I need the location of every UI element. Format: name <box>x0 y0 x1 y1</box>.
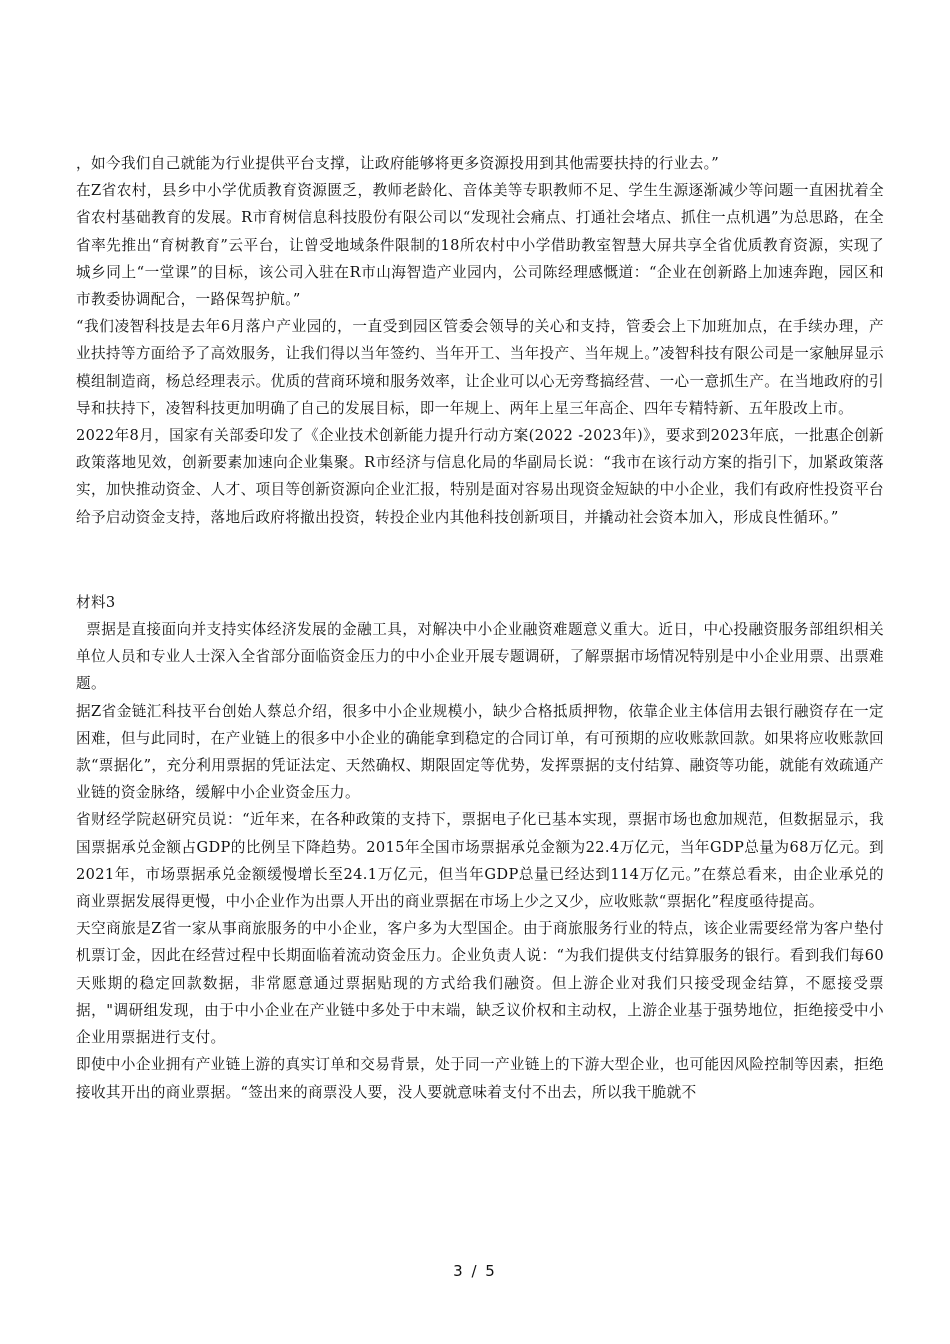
page-number: 3 / 5 <box>453 1262 497 1280</box>
paragraph: ，如今我们自己就能为行业提供平台支撑，让政府能够将更多资源投用到其他需要扶持的行业去。” <box>76 155 720 172</box>
paragraph: 票据是直接面向并支持实体经济发展的金融工具，对解决中小企业融资难题意义重大。近日，中心投融资服务部组织相关单位人员和专业人士深入全省部分面临资金压力的中小企业开展专题调研，了解票据市场情况特别是中小企业用票、出票难题。 <box>76 621 884 693</box>
paragraph: 在Z省农村，县乡中小学优质教育资源匮乏，教师老龄化、音体美等专职教师不足、学生生源逐渐减少等问题一直困扰着全省农村基础教育的发展。R市育树信息科技股份有限公司以“发现社会痛点、打通社会堵点、抓住一点机遇”为总思路，在全省率先推出“育树教育”云平台，让曾受地域条件限制的18所农村中小学借助教室智慧大屏共享全省优质教育资源，实现了城乡同上“一堂课”的目标，该公司入驻在R市山海智造产业园内，公司陈经理感慨道：“企业在创新路上加速奔跑，园区和市教委协调配合，一路保驾护航。” <box>76 182 884 309</box>
material-heading: 材料3 <box>76 593 116 611</box>
paragraph: 天空商旅是Z省一家从事商旅服务的中小企业，客户多为大型国企。由于商旅服务行业的特点，该企业需要经常为客户垫付机票订金，因此在经营过程中长期面临着流动资金压力。企业负责人说：“为我们提供支付结算服务的银行。看到我们每60天账期的稳定回款数据，非常愿意通过票据贴现的方式给我们融资。但上游企业对我们只接受现金结算，不愿接受票据，"调研组发现，由于中小企业在产业链中多处于中末端，缺乏议价权和主动权，上游企业基于强势地位，拒绝接受中小企业用票据进行支付。 <box>76 920 884 1047</box>
paragraph: 即使中小企业拥有产业链上游的真实订单和交易背景，处于同一产业链上的下游大型企业，也可能因风险控制等因素，拒绝接收其开出的商业票据。“签出来的商票没人要，没人要就意味着支付不出去，所以我干脆就不 <box>76 1056 884 1101</box>
text-block-2 <box>76 589 884 1106</box>
paragraph: 省财经学院赵研究员说：“近年来，在各种政策的支持下，票据电子化已基本实现，票据市场也愈加规范，但数据显示，我国票据承兑金额占GDP的比例呈下降趋势。2015年全国市场票据承兑金额为22.4万亿元，当年GDP总量为68万亿元。到2021年，市场票据承兑金额缓慢增长至24.1万亿元，但当年GDP总量已经达到114万亿元。”在蔡总看来，由企业承兑的商业票据发展得更慢，中小企业作为出票人开出的商业票据在市场上少之又少，应收账款“票据化”程度亟待提高。 <box>76 811 884 911</box>
paragraph: “我们凌智科技是去年6月落户产业园的，一直受到园区管委会领导的关心和支持，管委会上下加班加点，在手续办理，产业扶持等方面给予了高效服务，让我们得以当年签约、当年开工、当年投产、当年规上。”凌智科技有限公司是一家触屏显示模组制造商，杨总经理表示。优质的营商环境和服务效率，让企业可以心无旁骛搞经营、一心一意抓生产。在当地政府的引导和扶持下，凌智科技更加明确了自己的发展目标，即一年规上、两年上星三年高企、四年专精特新、五年股改上市。 <box>76 318 884 417</box>
text-block-1 <box>76 150 884 531</box>
paragraph: 据Z省金链汇科技平台创始人蔡总介绍，很多中小企业规模小，缺少合格抵质押物，依靠企业主体信用去银行融资存在一定困难，但与此同时，在产业链上的很多中小企业的确能拿到稳定的合同订单，有可预期的应收账款回款。如果将应收账款回款“票据化”，充分利用票据的凭证法定、天然确权、期限固定等优势，发挥票据的支付结算、融资等功能，就能有效疏通产业链的资金脉络，缓解中小企业资金压力。 <box>76 702 884 802</box>
document-body <box>76 150 884 1106</box>
paragraph: 2022年8月，国家有关部委印发了《企业技术创新能力提升行动方案(2022 -2023年)》，要求到2023年底，一批惠企创新政策落地见效，创新要素加速向企业集聚。R市经济与信息化局的华副局长说：“我市在该行动方案的指引下，加紧政策落实，加快推动资金、人才、项目等创新资源向企业汇报，特别是面对容易出现资金短缺的中小企业，我们有政府性投资平台给予启动资金支持，落地后政府将撤出投资，转投企业内其他科技创新项目，并撬动社会资本加入，形成良性循环。” <box>76 427 884 526</box>
